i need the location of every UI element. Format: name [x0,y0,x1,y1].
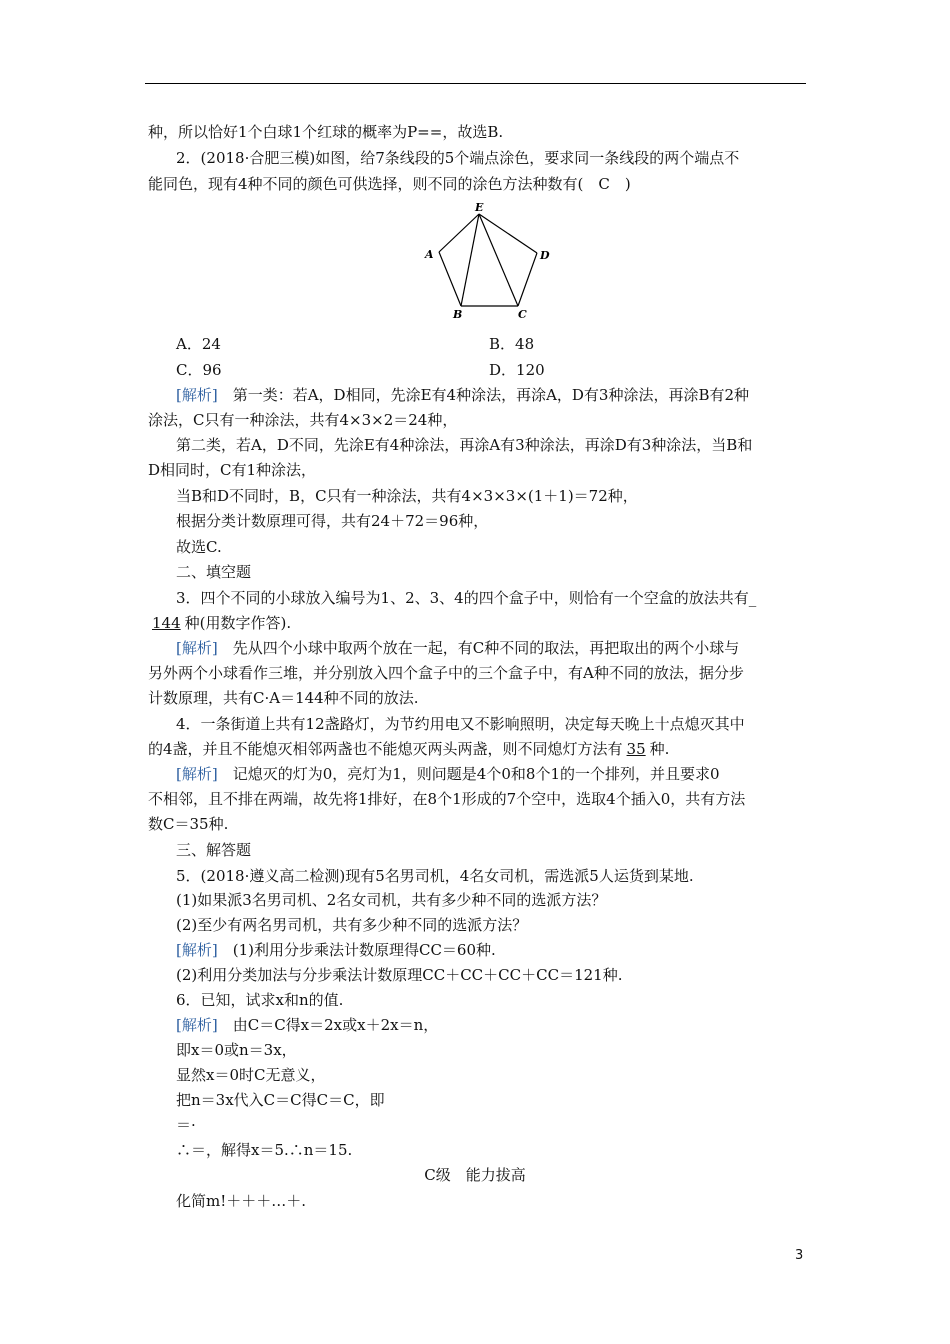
pentagon-figure [420,200,560,324]
header-rule [145,83,806,84]
section-answer: 三、解答题 [176,841,252,859]
analysis-2-line-7: 故选C. [176,538,222,556]
answer-3: 144 [152,614,181,632]
segment-ab [439,252,461,306]
analysis-tag: [解析] [176,1016,218,1034]
analysis-6-line-1 [176,1015,438,1035]
question-5-line-2: (1)如果派3名男司机、2名女司机，共有多少种不同的选派方法？ [176,891,607,909]
question-5-line-3: (2)至少有两名男司机，共有多少种不同的选派方法？ [176,916,528,934]
option-b: B．48 [489,335,535,353]
label-d: D [540,249,550,262]
label-b: B [453,308,463,321]
analysis-tag: [解析] [176,386,218,404]
analysis-3-line-1 [176,638,739,658]
analysis-2-line-2: 涂法，C只有一种涂法，共有4×3×2＝24种， [148,411,458,429]
analysis-tag: [解析] [176,765,218,783]
analysis-2-line-5: 当B和D不同时，B，C只有一种涂法，共有4×3×3×(1＋1)＝72种， [176,487,638,505]
analysis-tag: [解析] [176,941,218,959]
label-a: A [425,248,434,261]
analysis-6-line-2: 即x＝0或n＝3x， [176,1041,297,1059]
label-e: E [475,201,484,214]
question-c: 化简m!＋＋＋…＋. [176,1192,307,1210]
analysis-3-line-2: 另外两个小球看作三堆，并分别放入四个盒子中的三个盒子中，有A种不同的放法，据分步 [148,664,744,682]
analysis-2-line-4: D相同时，C有1种涂法， [148,461,317,479]
question-4-line-1: 4．一条街道上共有12盏路灯，为节约用电又不影响照明，决定每天晚上十点熄灭其中 [176,715,745,733]
question-3-line-2 [148,613,291,633]
analysis-2-line-1 [176,385,749,405]
question-4-line-2 [148,739,669,759]
analysis-3-line-3: 计数原理，共有C·A＝144种不同的放法. [148,689,419,707]
analysis-4-line-2: 不相邻，且不排在两端，故先将1排好，在8个1形成的7个空中，选取4个插入0，共有方法 [148,790,746,808]
analysis-2-text: 第一类：若A，D相同，先涂E有4种涂法，再涂A，D有3种涂法，再涂B有2种 [217,386,750,404]
text-line-1: 种，所以恰好1个白球1个红球的概率为P==，故选B. [148,123,504,141]
analysis-4-line-1 [176,764,720,784]
question-2-line-1: 2．(2018·合肥三模)如图，给7条线段的5个端点涂色，要求同一条线段的两个端点不 [176,149,740,167]
question-3-suffix: 种(用数字作答). [184,614,292,632]
question-3-line-1: 3．四个不同的小球放入编号为1、2、3、4的四个盒子中，则恰有一个空盒的放法共有_ [176,589,757,607]
analysis-tag: [解析] [176,639,218,657]
answer-4: 35 [626,740,646,758]
analysis-5-line-2: (2)利用分类加法与分步乘法计数原理CC＋CC＋CC＋CC＝121种. [176,966,623,984]
option-d: D．120 [489,361,545,379]
analysis-6-line-3: 显然x＝0时C无意义， [176,1066,326,1084]
analysis-6-text: 由C＝C得x＝2x或x＋2x＝n， [217,1016,439,1034]
question-6: 6．已知，试求x和n的值. [176,991,344,1009]
analysis-2-line-3: 第二类，若A，D不同，先涂E有4种涂法，再涂A有3种涂法，再涂D有3种涂法，当B和 [176,436,753,454]
analysis-6-line-6: ∴＝，解得x＝5.∴n＝15. [176,1141,353,1159]
page-number: 3 [795,1248,804,1263]
analysis-2-line-6: 根据分类计数原理可得，共有24＋72＝96种， [176,512,489,530]
question-5-line-1: 5．(2018·遵义高二检测)现有5名男司机，4名女司机，需选派5人运货到某地. [176,867,694,885]
label-c: C [518,308,527,321]
section-fill-in: 二、填空题 [176,563,252,581]
analysis-3-text: 先从四个小球中取两个放在一起，有C种不同的取法，再把取出的两个小球与 [217,639,740,657]
analysis-6-line-4: 把n＝3x代入C＝C得C＝C，即 [176,1091,385,1109]
question-2-line-2: 能同色，现有4种不同的颜色可供选择，则不同的涂色方法种数有( C ) [148,175,631,193]
option-c: C．96 [176,361,222,379]
option-a: A．24 [176,335,221,353]
section-c-heading: C级 能力拔高 [424,1166,526,1184]
analysis-4-text: 记熄灭的灯为0，亮灯为1，则问题是4个0和8个1的一个排列，并且要求0 [217,765,720,783]
question-4-prefix: 的4盏，并且不能熄灭相邻两盏也不能熄灭两头两盏，则不同熄灯方法有 [148,740,623,758]
segment-dc [518,253,537,306]
analysis-5-text: (1)利用分步乘法计数原理得CC＝60种. [217,941,496,959]
analysis-5-line-1 [176,940,496,960]
analysis-6-line-5: ＝· [176,1116,196,1134]
question-4-suffix: 种. [649,740,670,758]
analysis-4-line-3: 数C＝35种. [148,815,229,833]
